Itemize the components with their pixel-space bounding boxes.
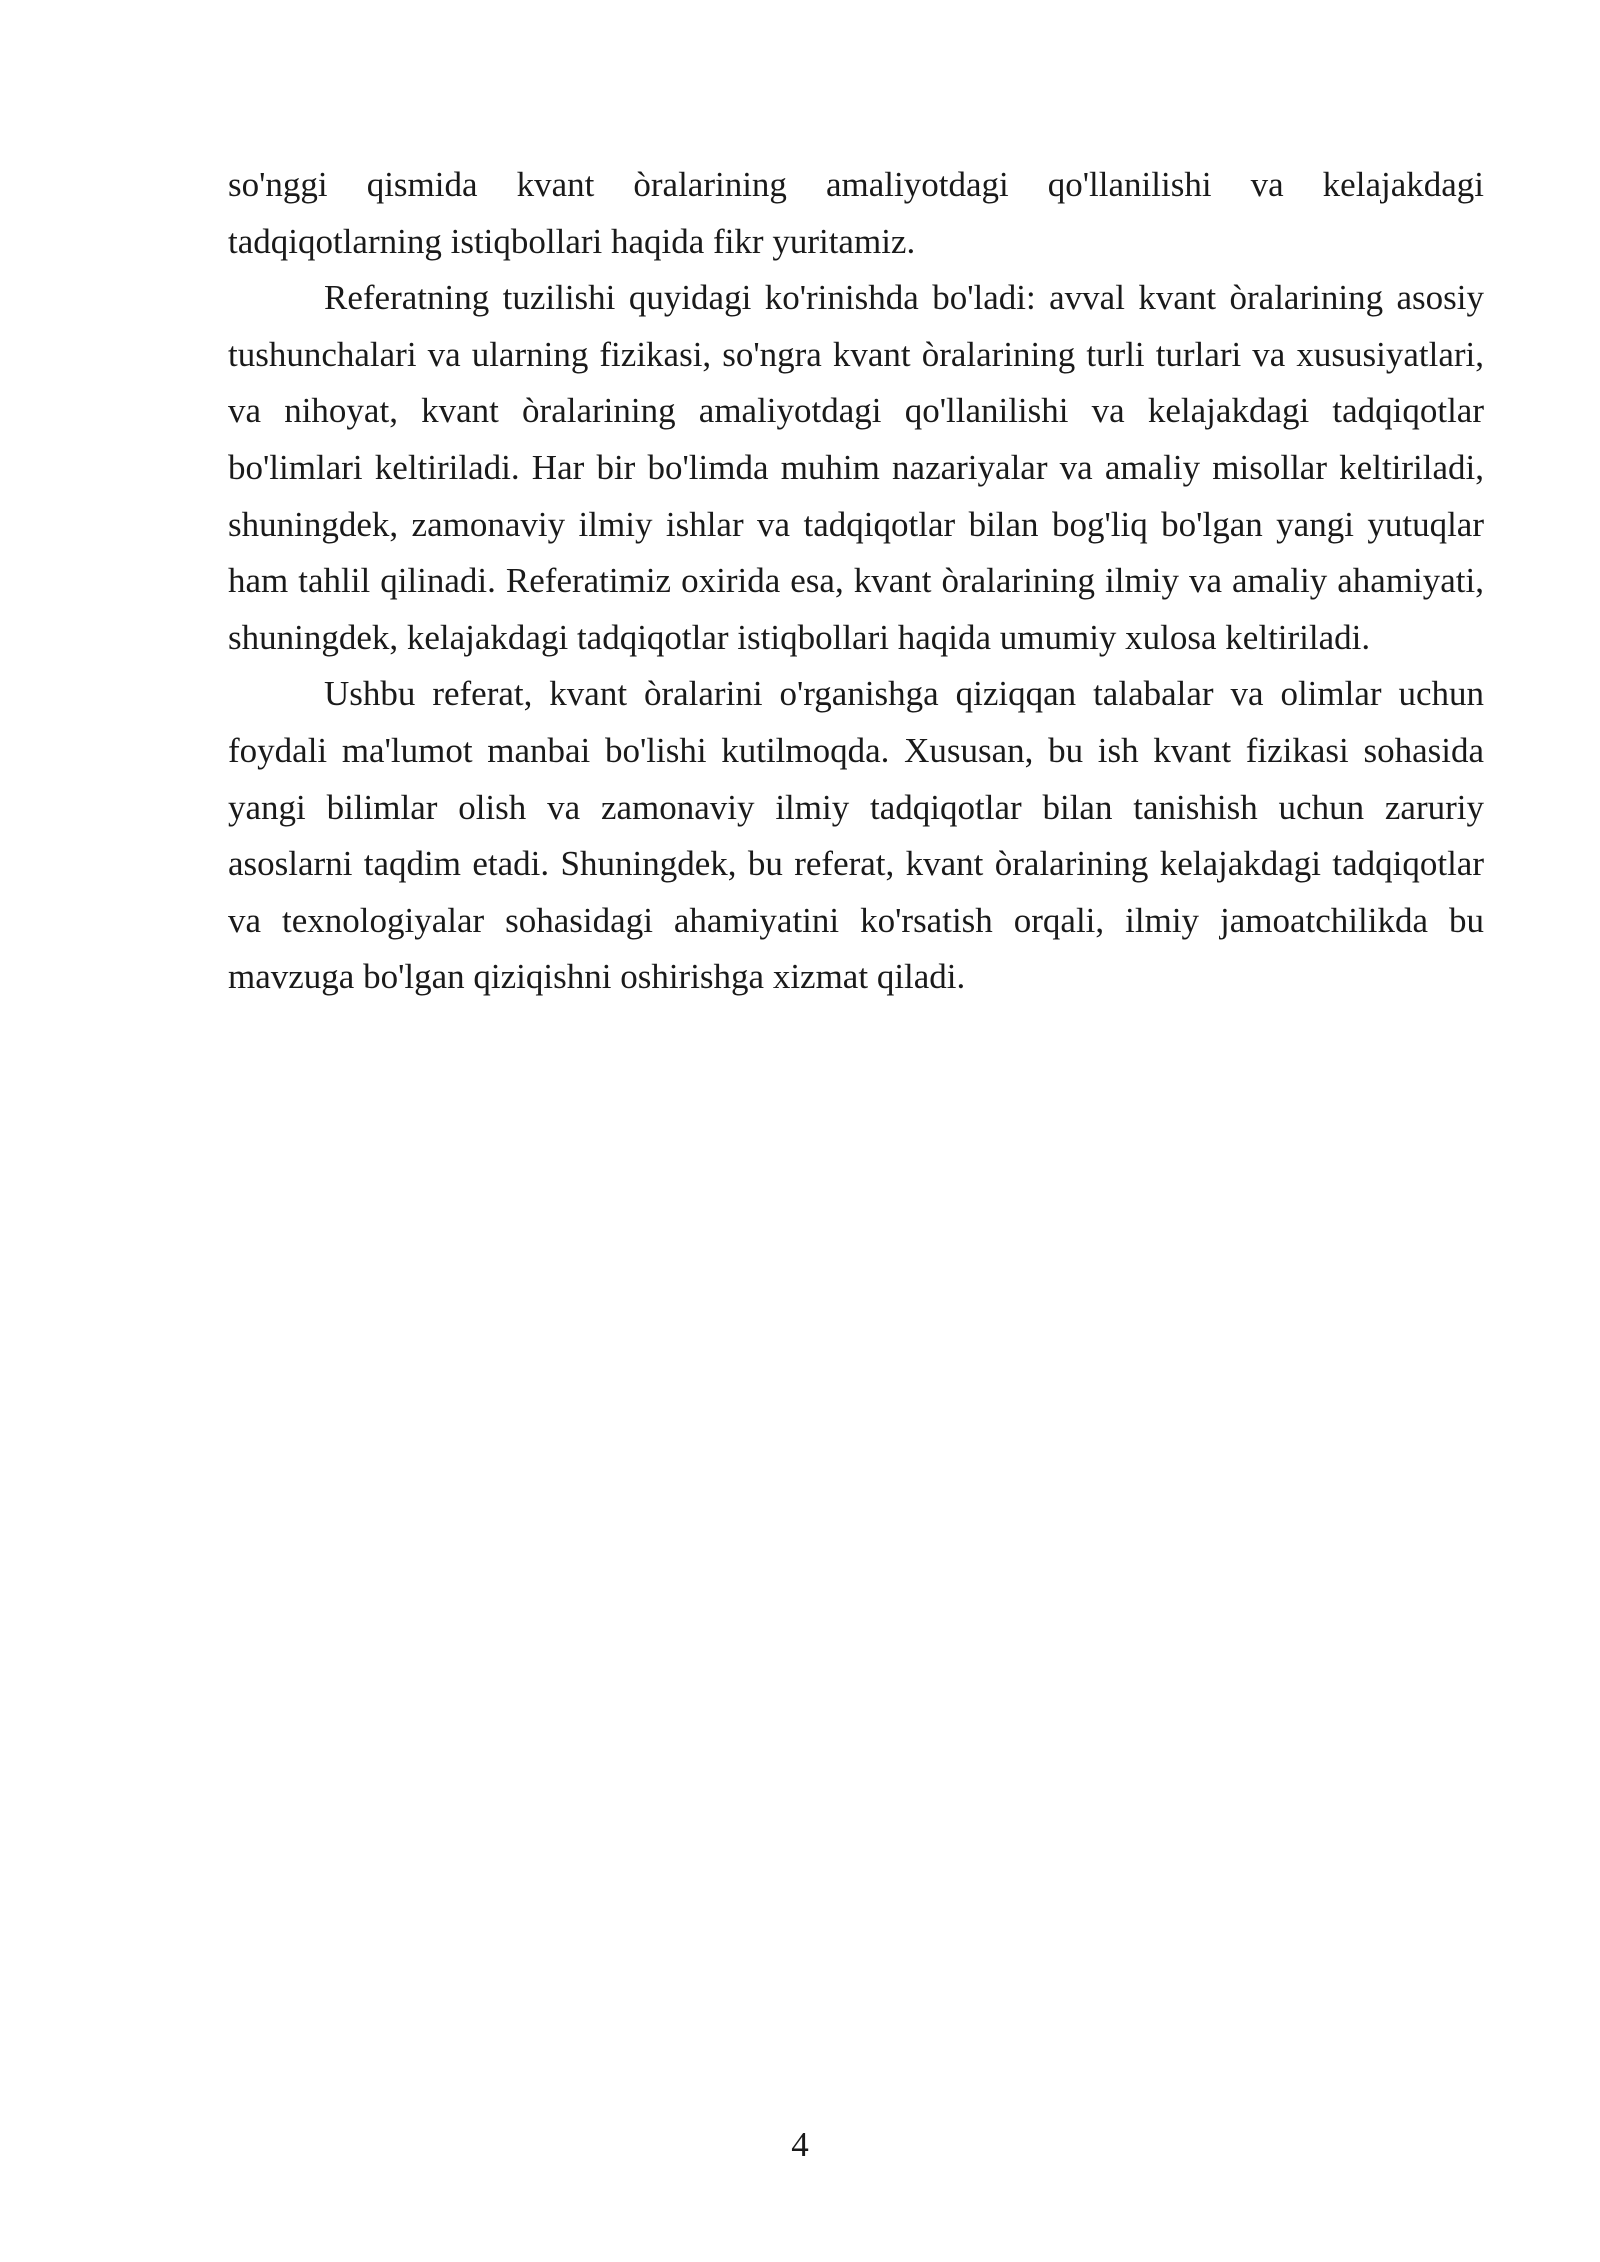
paragraph-structure: Referatning tuzilishi quyidagi ko'rinishda bo'ladi: avval kvant òralarining asosiy tushunchalari va ularning fizikasi, so'ngra kvant òralarining turli turlari va xususiyatlari, va nihoyat, kvant òralarining amaliyotdagi qo'llanilishi va kelajakdagi tadqiqotlar bo'limlari keltiriladi. Har bir bo'limda muhim nazariyalar va amaliy misollar keltiriladi, shuningdek, zamonaviy ilmiy ishlar va tadqiqotlar bilan bog'liq bo'lgan yangi yutuqlar ham tahlil qilinadi. Referatimiz oxirida esa, kvant òralarining ilmiy va amaliy ahamiyati, shuningdek, kelajakdagi tadqiqotlar istiqbollari haqida umumiy xulosa keltiriladi. [228, 278, 1484, 657]
body-text [228, 157, 1484, 1006]
paragraph-continuation: so'nggi qismida kvant òralarining amaliyotdagi qo'llanilishi va kelajakdagi tadqiqotlarning istiqbollari haqida fikr yuritamiz. [228, 165, 1484, 261]
page-number: 4 [791, 2125, 809, 2164]
paragraph-purpose: Ushbu referat, kvant òralarini o'rganishga qiziqqan talabalar va olimlar uchun foydali ma'lumot manbai bo'lishi kutilmoqda. Xususan, bu ish kvant fizikasi sohasida yangi bilimlar olish va zamonaviy ilmiy tadqiqotlar bilan tanishish uchun zaruriy asoslarni taqdim etadi. Shuningdek, bu referat, kvant òralarining kelajakdagi tadqiqotlar va texnologiyalar sohasidagi ahamiyatini ko'rsatish orqali, ilmiy jamoatchilikda bu mavzuga bo'lgan qiziqishni oshirishga xizmat qiladi. [228, 674, 1484, 997]
